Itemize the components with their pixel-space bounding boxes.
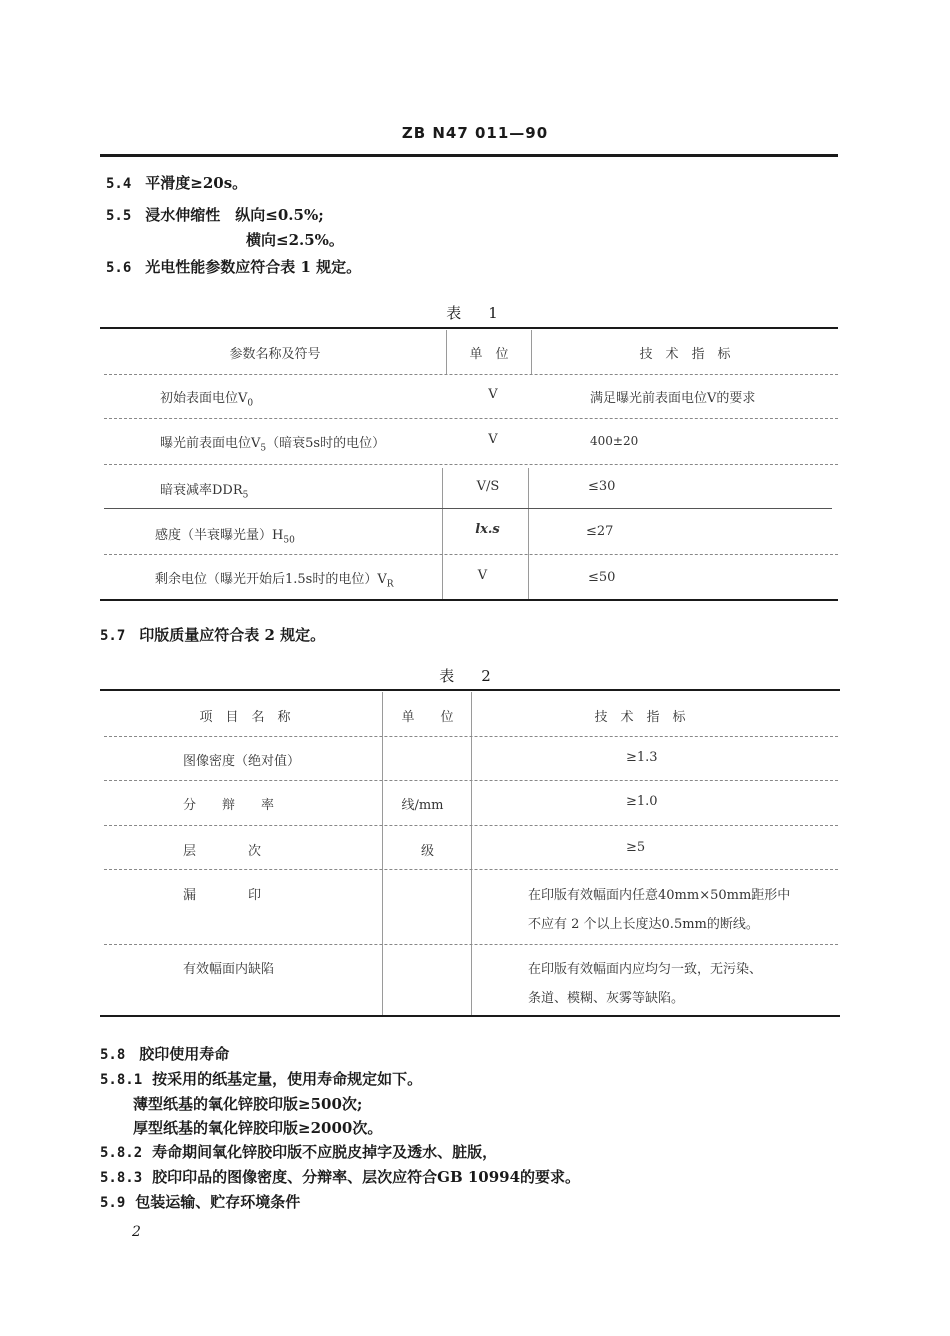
table2-caption: 表 2 bbox=[439, 667, 497, 685]
clause-5-8-3 bbox=[100, 1166, 580, 1187]
table2-row-unit: 线/mm bbox=[401, 798, 444, 813]
table1-header-spec: 技 术 指 标 bbox=[639, 347, 731, 362]
table1-row-name: 剩余电位（曝光开始后1.5s时的电位）$V_R$ bbox=[155, 572, 394, 590]
table2-row-spec: ≥1.0 bbox=[626, 794, 658, 809]
table1-row-name: 感度（半衰曝光量）$H_{50}$ bbox=[155, 528, 295, 546]
table1-row-unit: V bbox=[488, 432, 498, 447]
table1-row-unit: V bbox=[488, 387, 498, 402]
table1-row-name: 初始表面电位$V_0$ bbox=[160, 391, 254, 409]
clause-5-8-1-item-thin: 薄型纸基的氧化锌胶印版≥500次; bbox=[133, 1095, 363, 1113]
table1-row-spec: ≤30 bbox=[588, 479, 616, 494]
standard-code-header: ZB N47 011—90 bbox=[401, 124, 549, 142]
table2-row-unit: 级 bbox=[420, 844, 434, 859]
table1-row-divider bbox=[104, 418, 838, 419]
table2-top-rule bbox=[100, 689, 840, 691]
table1-row-name: 曝光前表面电位$V_5$（暗衰5s时的电位） bbox=[160, 436, 386, 454]
clause-number: 5.7 bbox=[100, 628, 126, 644]
clause-text: 胶印使用寿命 bbox=[139, 1045, 230, 1063]
clause-5-4 bbox=[106, 172, 247, 193]
table2-col-divider-2 bbox=[471, 692, 472, 1016]
table2-row-spec: 在印版有效幅面内应均匀一致，无污染、 bbox=[528, 962, 763, 977]
table2-row-spec: 在印版有效幅面内任意40mm×50mm距形中 bbox=[528, 888, 791, 903]
table2-bottom-rule bbox=[100, 1015, 840, 1017]
clause-text: 印版质量应符合表 2 规定。 bbox=[139, 626, 326, 644]
table2-row-name: 图像密度（绝对值） bbox=[183, 754, 301, 769]
table2-col-divider-1 bbox=[382, 692, 383, 1016]
table1-header-divider bbox=[104, 374, 838, 375]
clause-5-8-1 bbox=[100, 1068, 422, 1089]
table1-col-divider-1 bbox=[446, 330, 447, 374]
clause-text: 寿命期间氧化锌胶印版不应脱皮掉字及透水、脏版， bbox=[152, 1143, 498, 1161]
table2-header-name: 项 目 名 称 bbox=[199, 710, 291, 725]
table2-header-spec: 技 术 指 标 bbox=[594, 710, 686, 725]
table1-row-spec: ≤27 bbox=[586, 524, 614, 539]
clause-number: 5.8.3 bbox=[100, 1170, 143, 1186]
clause-number: 5.8 bbox=[100, 1047, 126, 1063]
table2-row-spec-line2: 条道、模糊、灰雾等缺陷。 bbox=[528, 991, 685, 1006]
table1-bottom-rule bbox=[100, 599, 838, 601]
clause-text: 按采用的纸基定量，使用寿命规定如下。 bbox=[152, 1070, 423, 1088]
clause-text: 平滑度≥20s。 bbox=[145, 174, 248, 192]
clause-5-8-2 bbox=[100, 1141, 497, 1162]
table2-row-divider bbox=[104, 869, 838, 870]
header-rule bbox=[100, 154, 838, 157]
table1-row-unit: V bbox=[477, 568, 488, 583]
clause-text: 胶印印品的图像密度、分辩率、层次应符合GB 10994的要求。 bbox=[152, 1168, 581, 1186]
table2-row-name: 漏 印 bbox=[183, 888, 262, 903]
table1-row-spec: ≤50 bbox=[588, 570, 616, 585]
clause-5-6 bbox=[106, 256, 361, 277]
table2-row-divider bbox=[104, 944, 838, 945]
table2-header-divider bbox=[104, 736, 838, 737]
table2-row-spec: ≥5 bbox=[626, 840, 646, 855]
table2-row-divider bbox=[104, 780, 838, 781]
clause-number: 5.6 bbox=[106, 260, 132, 276]
table2-row-spec: ≥1.3 bbox=[626, 750, 658, 765]
table2-row-divider bbox=[104, 825, 838, 826]
clause-5-8 bbox=[100, 1043, 229, 1064]
table1-row-divider bbox=[104, 464, 838, 465]
clause-number: 5.9 bbox=[100, 1195, 126, 1211]
clause-number: 5.8.1 bbox=[100, 1072, 143, 1088]
table2-row-name: 分 辩 率 bbox=[183, 798, 275, 813]
clause-text: 包装运输、贮存环境条件 bbox=[135, 1193, 301, 1211]
table1-row-name: 暗衰减率$DDR_5$ bbox=[160, 483, 249, 501]
clause-text: 浸水伸缩性 纵向≤0.5%; bbox=[145, 206, 324, 224]
clause-text: 光电性能参数应符合表 1 规定。 bbox=[145, 258, 362, 276]
clause-5-7 bbox=[100, 624, 325, 645]
table1-row-divider bbox=[104, 508, 832, 509]
clause-number: 5.4 bbox=[106, 176, 132, 192]
page-number: 2 bbox=[132, 1224, 141, 1240]
table1-caption: 表 1 bbox=[446, 304, 504, 322]
table1-header-unit: 单 位 bbox=[469, 347, 509, 362]
table1-col-divider-2 bbox=[531, 330, 532, 374]
table2-row-spec-line2: 不应有 2 个以上长度达0.5mm的断线。 bbox=[528, 917, 759, 932]
clause-number: 5.5 bbox=[106, 208, 132, 224]
table2-row-name: 有效幅面内缺陷 bbox=[183, 962, 275, 977]
table1-row-spec: 400±20 bbox=[590, 434, 639, 448]
table1-top-rule bbox=[100, 327, 838, 329]
table1-header-name: 参数名称及符号 bbox=[229, 347, 321, 362]
table1-row-unit: V/S bbox=[476, 479, 500, 494]
clause-number: 5.8.2 bbox=[100, 1145, 143, 1161]
table1-row-unit: lx.s bbox=[475, 522, 500, 537]
clause-5-5 bbox=[106, 204, 324, 225]
table2-header-unit: 单 位 bbox=[401, 710, 454, 725]
table2-row-name: 层 次 bbox=[183, 844, 262, 859]
table1-row-divider bbox=[104, 554, 838, 555]
table1-row-spec: 满足曝光前表面电位V的要求 bbox=[590, 391, 756, 406]
clause-5-8-1-item-thick: 厚型纸基的氧化锌胶印版≥2000次。 bbox=[133, 1119, 383, 1137]
clause-5-9 bbox=[100, 1191, 300, 1212]
clause-5-5-line2: 横向≤2.5%。 bbox=[246, 231, 344, 249]
